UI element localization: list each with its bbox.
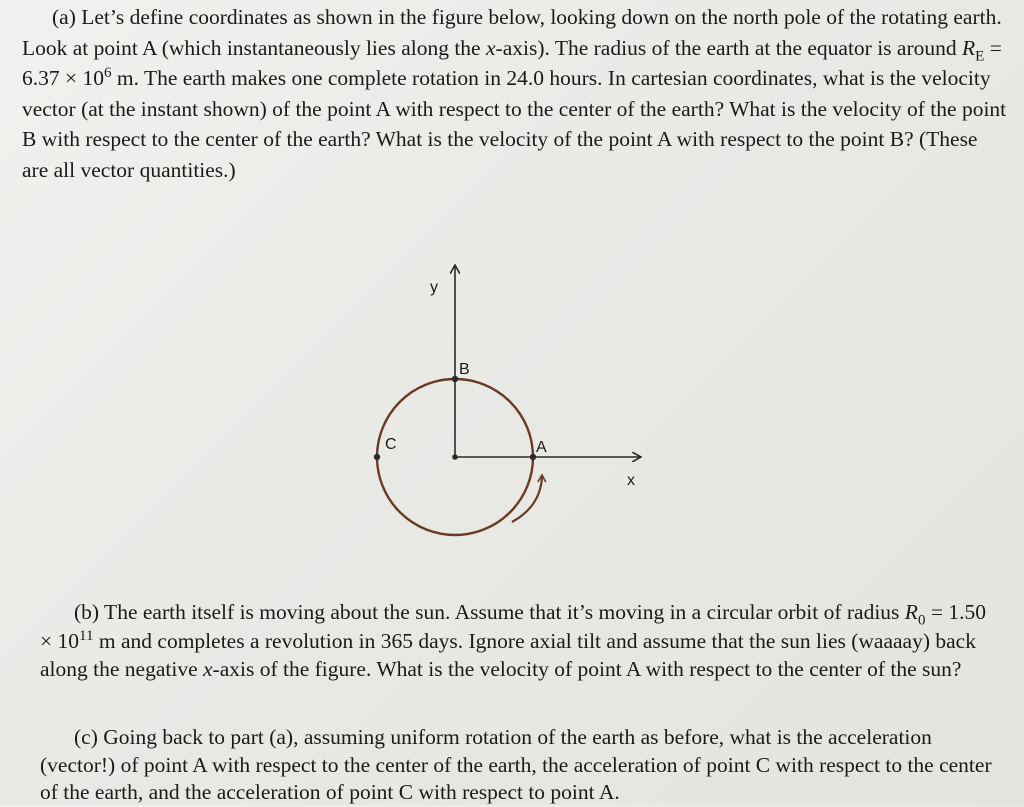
earth-center-dot xyxy=(452,454,458,460)
orbit-radius-subscript: 0 xyxy=(917,612,926,629)
earth-radius-symbol: R xyxy=(962,35,976,60)
part-b-text-2: m and completes a revolution in 365 days. Ignore axial tilt and assume that the sun lies (waaaay) back along the negative xyxy=(40,628,976,681)
orbit-radius-value: = 1.50 × 10 xyxy=(40,600,986,653)
x-axis-label: x xyxy=(627,472,635,489)
point-a-label: A xyxy=(536,439,547,456)
point-c-label: C xyxy=(385,436,397,453)
part-c-text: (c) Going back to part (a), assuming uniform rotation of the earth as before, what is the acceleration (vector!) of point A with respect to the center of the earth, the acceleration of point C with respect to the center of the earth, and the acceleration of point C with respect to point A. xyxy=(40,725,992,804)
x-axis-symbol: x xyxy=(485,35,496,60)
orbit-radius-symbol: R xyxy=(904,600,918,624)
part-b-text-1: (b) The earth itself is moving about the sun. Assume that it’s moving in a circular orbit of radius xyxy=(74,600,905,624)
rotation-direction-arrow xyxy=(512,476,542,522)
negative-x-axis-symbol: x xyxy=(202,657,213,681)
point-b-label: B xyxy=(459,361,470,378)
part-a-text-1: (a) Let’s define coordinates as shown in the figure below, looking down on the north pole of the rotating earth. Look at point A (which instantaneously lies along the xyxy=(22,5,1002,60)
point-c-dot xyxy=(374,454,380,460)
orbit-radius-exponent: 11 xyxy=(79,627,94,644)
part-c-paragraph xyxy=(40,724,992,807)
part-b-text-3: -axis of the figure. What is the velocity of point A with respect to the center of the sun? xyxy=(212,657,962,681)
earth-radius-subscript: E xyxy=(975,47,985,64)
part-a-text-2: -axis). The radius of the earth at the equator is around xyxy=(495,35,963,60)
part-b-paragraph xyxy=(40,598,992,684)
point-b-dot xyxy=(452,376,458,382)
y-axis-label: y xyxy=(430,279,438,296)
earth-radius-value: = 6.37 × 10 xyxy=(22,35,1002,90)
earth-radius-exponent: 6 xyxy=(104,64,112,81)
part-a-text-3: m. The earth makes one complete rotation in 24.0 hours. In cartesian coordinates, what is the velocity vector (at the instant shown) of the point A with respect to the center of the earth? What is the velocity of the point B with respect to the center of the earth? What is the velocity of the point A with respect to the point B? (These are all vector quantities.) xyxy=(22,66,1007,182)
